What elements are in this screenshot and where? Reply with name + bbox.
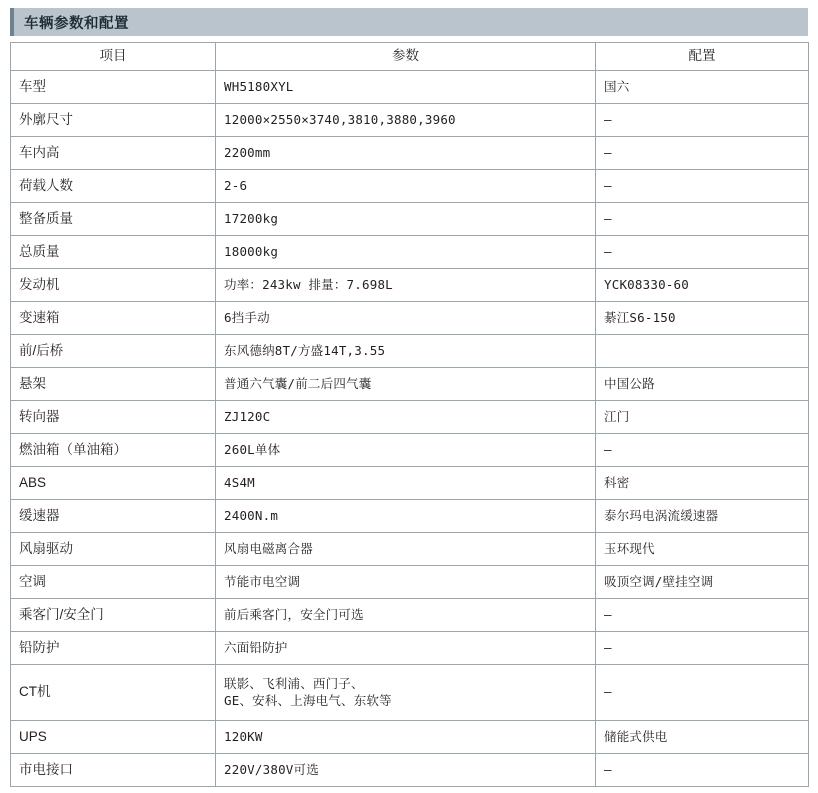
table-row — [11, 71, 809, 104]
cell-param: 节能市电空调 — [216, 566, 596, 599]
cell-item: 荷载人数 — [11, 170, 216, 203]
cell-param: 6挡手动 — [216, 302, 596, 335]
cell-config: — — [596, 104, 809, 137]
cell-item: 转向器 — [11, 401, 216, 434]
table-row — [11, 137, 809, 170]
page-title: 车辆参数和配置 — [24, 15, 129, 32]
cell-config: 科密 — [596, 467, 809, 500]
cell-config: 泰尔玛电涡流缓速器 — [596, 500, 809, 533]
cell-item: 缓速器 — [11, 500, 216, 533]
cell-param-line-1: 联影、飞利浦、西门子、 — [224, 675, 364, 691]
cell-item: 总质量 — [11, 236, 216, 269]
table-row — [11, 566, 809, 599]
cell-config: 江门 — [596, 401, 809, 434]
column-header-item: 项目 — [11, 43, 216, 71]
table-row — [11, 533, 809, 566]
table-row — [11, 104, 809, 137]
table-header — [11, 43, 809, 71]
table-row — [11, 754, 809, 787]
cell-config: — — [596, 632, 809, 665]
table-row — [11, 269, 809, 302]
cell-config: 储能式供电 — [596, 721, 809, 754]
cell-config: YCK08330-60 — [596, 269, 809, 302]
cell-item: 燃油箱（单油箱） — [11, 434, 216, 467]
cell-param: 前后乘客门，安全门可选 — [216, 599, 596, 632]
cell-item: 外廓尺寸 — [11, 104, 216, 137]
cell-config: — — [596, 599, 809, 632]
table-row — [11, 665, 809, 721]
cell-item: 市电接口 — [11, 754, 216, 787]
table-row — [11, 335, 809, 368]
cell-param: 18000kg — [216, 236, 596, 269]
table-row — [11, 203, 809, 236]
cell-param: 120KW — [216, 721, 596, 754]
table-row — [11, 368, 809, 401]
cell-item: 风扇驱动 — [11, 533, 216, 566]
table-row — [11, 236, 809, 269]
cell-param: 功率：243kw 排量：7.698L — [216, 269, 596, 302]
cell-config: — — [596, 434, 809, 467]
table-body — [11, 71, 809, 787]
cell-config: 国六 — [596, 71, 809, 104]
cell-config: — — [596, 170, 809, 203]
table-row — [11, 401, 809, 434]
cell-config: — — [596, 203, 809, 236]
cell-item: 乘客门/安全门 — [11, 599, 216, 632]
table-row — [11, 467, 809, 500]
vehicle-spec-table — [10, 42, 809, 787]
cell-item: 铅防护 — [11, 632, 216, 665]
table-row — [11, 599, 809, 632]
table-row — [11, 632, 809, 665]
cell-param: WH5180XYL — [216, 71, 596, 104]
cell-param: 2400N.m — [216, 500, 596, 533]
cell-param: 东风德纳8T/方盛14T,3.55 — [216, 335, 596, 368]
cell-param — [216, 665, 596, 721]
cell-param: 2200mm — [216, 137, 596, 170]
cell-item: UPS — [11, 721, 216, 754]
table-row — [11, 721, 809, 754]
cell-config: 中国公路 — [596, 368, 809, 401]
cell-param: 17200kg — [216, 203, 596, 236]
cell-param: 普通六气囊/前二后四气囊 — [216, 368, 596, 401]
cell-config: — — [596, 137, 809, 170]
cell-param: ZJ120C — [216, 401, 596, 434]
cell-config: 玉环现代 — [596, 533, 809, 566]
cell-param: 220V/380V可选 — [216, 754, 596, 787]
cell-config: — — [596, 665, 809, 721]
cell-param: 12000×2550×3740,3810,3880,3960 — [216, 104, 596, 137]
cell-item: 发动机 — [11, 269, 216, 302]
cell-config: — — [596, 236, 809, 269]
cell-param: 六面铅防护 — [216, 632, 596, 665]
cell-config — [596, 335, 809, 368]
cell-item: 空调 — [11, 566, 216, 599]
cell-config: 綦江S6-150 — [596, 302, 809, 335]
cell-item: 车型 — [11, 71, 216, 104]
cell-config: — — [596, 754, 809, 787]
cell-item: 车内高 — [11, 137, 216, 170]
cell-config: 吸顶空调/壁挂空调 — [596, 566, 809, 599]
cell-item: ABS — [11, 467, 216, 500]
cell-param-line-2: GE、安科、上海电气、东软等 — [224, 692, 392, 708]
cell-param: 风扇电磁离合器 — [216, 533, 596, 566]
cell-param: 4S4M — [216, 467, 596, 500]
cell-item: 前/后桥 — [11, 335, 216, 368]
table-row — [11, 434, 809, 467]
cell-item: CT机 — [11, 665, 216, 721]
table-header-row — [11, 43, 809, 71]
table-row — [11, 302, 809, 335]
cell-param: 2-6 — [216, 170, 596, 203]
table-row — [11, 170, 809, 203]
column-header-param: 参数 — [216, 43, 596, 71]
cell-item: 变速箱 — [11, 302, 216, 335]
cell-item: 悬架 — [11, 368, 216, 401]
cell-param: 260L单体 — [216, 434, 596, 467]
section-title-bar — [10, 8, 808, 36]
table-row — [11, 500, 809, 533]
cell-item: 整备质量 — [11, 203, 216, 236]
column-header-config: 配置 — [596, 43, 809, 71]
